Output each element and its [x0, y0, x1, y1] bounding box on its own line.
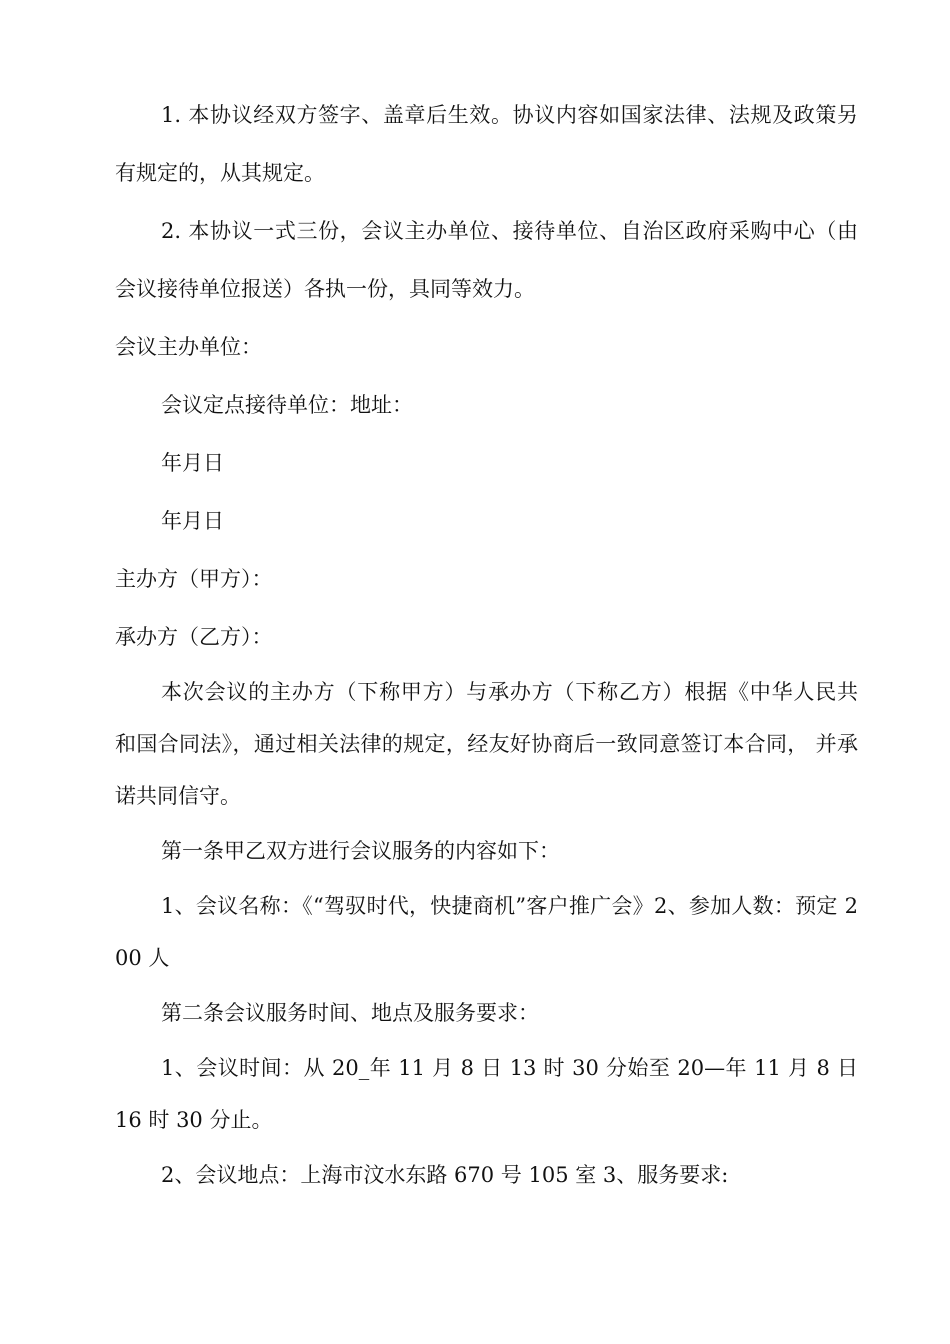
clause-copies: 2. 本协议一式三份，会议主办单位、接待单位、自治区政府采购中心（由会议接待单位报送）各执一份，具同等效力。 — [115, 219, 858, 301]
host-unit-label: 会议主办单位： — [115, 335, 262, 359]
meeting-time: 1、会议时间：从 20_年 11 月 8 日 13 时 30 分始至 20—年 11 月 8 日 16 时 30 分止。 — [115, 1056, 858, 1132]
reception-unit-address-label: 会议定点接待单位：地址： — [161, 393, 413, 417]
party-b-label: 承办方（乙方）： — [115, 625, 273, 649]
clause-effective: 1. 本协议经双方签字、盖章后生效。协议内容如国家法律、法规及政策另有规定的，从其规定。 — [115, 103, 858, 185]
meeting-location: 2、会议地点：上海市汶水东路 670 号 105 室 3、服务要求: — [161, 1163, 729, 1187]
date-line-2: 年月日 — [161, 509, 224, 533]
date-line-1: 年月日 — [161, 451, 224, 475]
meeting-name-and-attendees: 1、会议名称：《“驾驭时代，快捷商机”客户推广会》2、参加人数：预定 200 人 — [115, 894, 858, 970]
article-two-heading: 第二条会议服务时间、地点及服务要求： — [161, 1001, 539, 1025]
article-one-heading: 第一条甲乙双方进行会议服务的内容如下： — [161, 839, 560, 863]
party-a-label: 主办方（甲方）： — [115, 567, 273, 591]
contract-intro: 本次会议的主办方（下称甲方）与承办方（下称乙方）根据《中华人民共 和国合同法》，通过相关法律的规定，经友好协商后一致同意签订本合同， 并承诺共同信守。 — [115, 680, 858, 808]
